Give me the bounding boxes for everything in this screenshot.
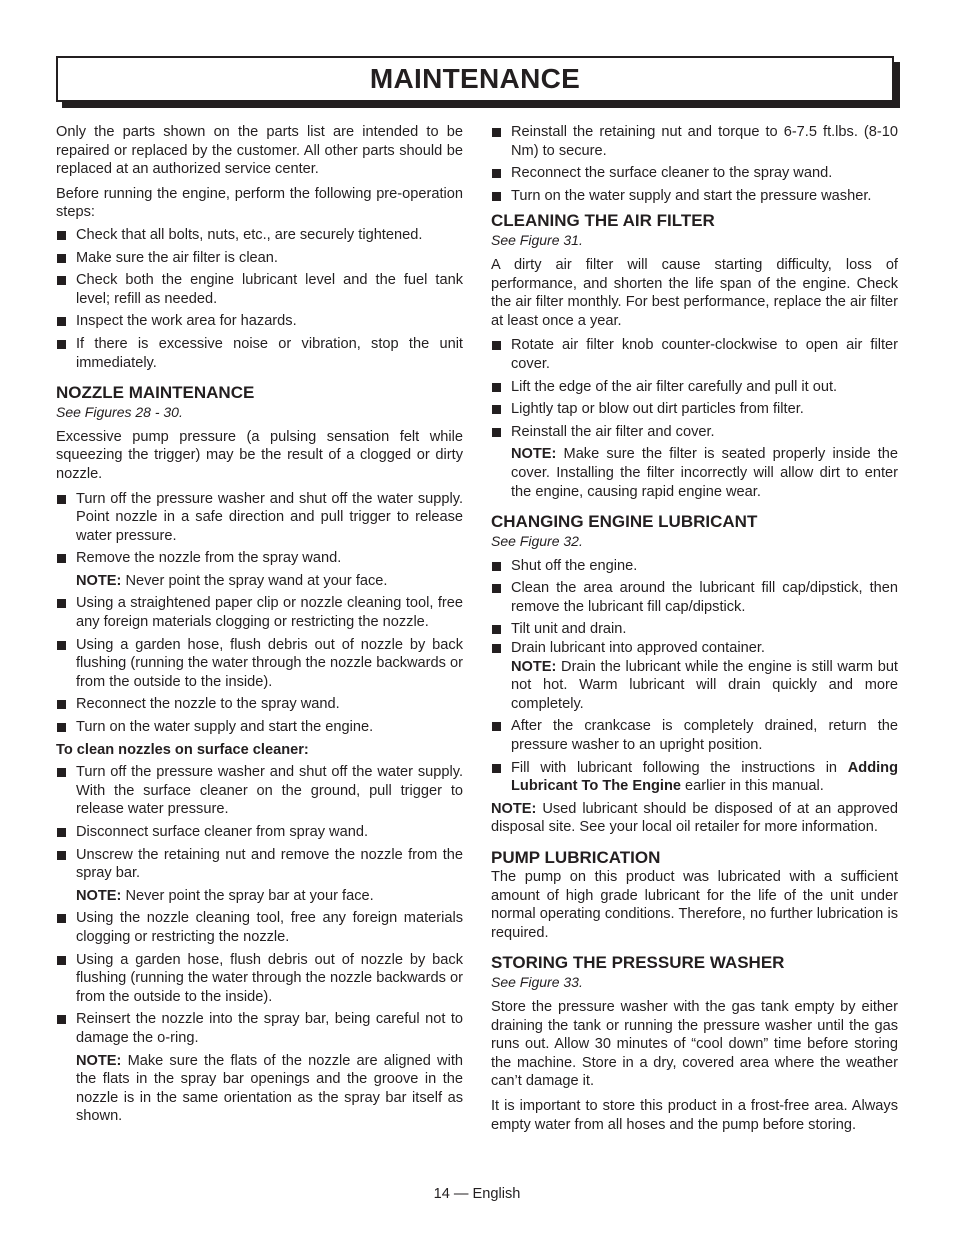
list-item: Lightly tap or blow out dirt particles from filter.: [491, 400, 898, 419]
note: [56, 1052, 463, 1126]
intro-paragraph: Only the parts shown on the parts list are intended to be repaired or replaced by the customer. All other parts should be replaced at an authorized service center.: [56, 124, 463, 178]
note: [491, 445, 898, 501]
note-text: Make sure the flats of the nozzle are aligned with the flats in the spray bar openings and the groove in the nozzle is in the same orientation as the spray bar itself as shown.: [76, 1052, 463, 1125]
cross-reference: Adding Lubricant To The Engine: [511, 759, 898, 795]
list-item: Shut off the engine.: [491, 557, 898, 576]
section-heading-engine-lubricant: CHANGING ENGINE LUBRICANT: [491, 512, 758, 532]
lubricant-steps: [491, 557, 898, 796]
surface-cleaner-steps: [56, 909, 463, 1047]
storing-text: It is important to store this product in a frost-free area. Always empty water from all hoses and the pump before storing.: [491, 1097, 898, 1133]
air-filter-steps: [491, 336, 898, 441]
note: [56, 572, 463, 591]
title-banner: [56, 56, 894, 102]
figure-reference: See Figure 32.: [491, 533, 583, 550]
figure-reference: See Figures 28 - 30.: [56, 404, 183, 421]
surface-cleaner-steps: [56, 763, 463, 883]
list-item-text: earlier in this manual.: [681, 778, 824, 795]
list-item: Rotate air filter knob counter-clockwise to open air filter cover.: [491, 336, 898, 373]
list-item: Reinsert the nozzle into the spray bar, being careful not to damage the o-ring.: [56, 1010, 463, 1047]
section-heading-nozzle: NOZZLE MAINTENANCE: [56, 383, 255, 403]
list-item: Disconnect surface cleaner from spray wand.: [56, 823, 463, 842]
list-item: [491, 639, 898, 713]
list-item: Make sure the air filter is clean.: [56, 249, 463, 268]
list-item: Unscrew the retaining nut and remove the nozzle from the spray bar.: [56, 846, 463, 883]
list-item: Reconnect the surface cleaner to the spray wand.: [491, 164, 898, 183]
note-text: Used lubricant should be disposed of at an approved disposal site. See your local oil retailer for more information.: [491, 800, 898, 836]
surface-cleaner-steps-continued: [491, 123, 898, 205]
list-item: Remove the nozzle from the spray wand.: [56, 549, 463, 568]
list-item: Turn on the water supply and start the pressure washer.: [491, 187, 898, 206]
note-text: Drain the lubricant while the engine is still warm but not hot. Warm lubricant will drain quickly and more completely.: [511, 658, 898, 712]
intro-paragraph: Before running the engine, perform the following pre-operation steps:: [56, 185, 463, 221]
list-item: After the crankcase is completely drained, return the pressure washer to an upright position.: [491, 717, 898, 754]
section-heading-pump-lubrication: PUMP LUBRICATION: [491, 848, 661, 867]
section-heading-storing: STORING THE PRESSURE WASHER: [491, 953, 785, 973]
figure-reference: See Figure 31.: [491, 232, 583, 249]
list-item-text: Fill with lubricant following the instructions in: [511, 759, 848, 776]
list-item: Tilt unit and drain.: [491, 620, 898, 639]
surface-cleaner-heading: To clean nozzles on surface cleaner:: [56, 741, 309, 758]
list-item: Clean the area around the lubricant fill cap/dipstick, then remove the lubricant fill cap/dipstick.: [491, 579, 898, 616]
list-item: Reinstall the air filter and cover.: [491, 423, 898, 442]
note-label: NOTE:: [76, 1052, 122, 1069]
list-item-text: Drain lubricant into approved container.: [511, 640, 765, 657]
nozzle-intro: Excessive pump pressure (a pulsing sensation felt while squeezing the trigger) may be the result of a clogged or dirty nozzle.: [56, 428, 463, 482]
list-item: Using a garden hose, flush debris out of nozzle by back flushing (running the water through the nozzle backwards or from the outside to the inside).: [56, 636, 463, 692]
section-heading-air-filter: CLEANING THE AIR FILTER: [491, 211, 715, 231]
note-label: NOTE:: [491, 800, 537, 817]
pre-operation-list: [56, 226, 463, 372]
page-footer: 14 — English: [433, 1186, 521, 1202]
right-column: [491, 123, 898, 1140]
nozzle-steps: [56, 594, 463, 736]
list-item: Check both the engine lubricant level and the fuel tank level; refill as needed.: [56, 271, 463, 308]
note-label: NOTE:: [76, 887, 122, 904]
storing-text: Store the pressure washer with the gas tank empty by either draining the tank or running the pressure washer until the gas runs out. Allow 30 minutes of “cool down” time before storing the machine. Store in a dry, covered area where the weather can’t damage it.: [491, 998, 898, 1090]
list-item: Using the nozzle cleaning tool, free any foreign materials clogging or restricting the nozzle.: [56, 909, 463, 946]
figure-reference: See Figure 33.: [491, 974, 583, 991]
note: [56, 887, 463, 906]
left-column: [56, 123, 463, 1130]
air-filter-intro: A dirty air filter will cause starting difficulty, loss of performance, and shorten the life span of the engine. Check the air filter monthly. For best performance, replace the air filter at least once a year.: [491, 256, 898, 329]
list-item: Reconnect the nozzle to the spray wand.: [56, 695, 463, 714]
note-text: Never point the spray wand at your face.: [121, 572, 388, 589]
list-item: Turn off the pressure washer and shut off the water supply. Point nozzle in a safe direction and pull trigger to release water pressure.: [56, 490, 463, 546]
note-label: NOTE:: [76, 572, 122, 589]
nozzle-steps: [56, 490, 463, 568]
page-title: MAINTENANCE: [369, 63, 581, 94]
note-label: NOTE:: [511, 446, 557, 463]
note-label: NOTE:: [511, 658, 557, 675]
note-text: Make sure the filter is seated properly inside the cover. Installing the filter incorrectly will allow dirt to enter the engine, causing rapid engine wear.: [511, 446, 898, 500]
note: [491, 800, 898, 837]
list-item: Using a garden hose, flush debris out of nozzle by back flushing (running the water through the nozzle backwards or from the outside to the inside).: [56, 951, 463, 1007]
list-item: Using a straightened paper clip or nozzle cleaning tool, free any foreign materials clogging or restricting the nozzle.: [56, 594, 463, 631]
list-item: Inspect the work area for hazards.: [56, 312, 463, 331]
list-item: Reinstall the retaining nut and torque to 6-7.5 ft.lbs. (8-10 Nm) to secure.: [491, 123, 898, 160]
list-item: Check that all bolts, nuts, etc., are securely tightened.: [56, 226, 463, 245]
note-text: Never point the spray bar at your face.: [121, 887, 374, 904]
list-item: Turn off the pressure washer and shut off the water supply. With the surface cleaner on the ground, pull trigger to release water pressure.: [56, 763, 463, 819]
list-item: [491, 759, 898, 796]
list-item: Turn on the water supply and start the engine.: [56, 718, 463, 737]
pump-lubrication-text: The pump on this product was lubricated with a sufficient amount of high grade lubricant for the life of the unit under normal operating conditions. Therefore, no further lubrication is required.: [491, 869, 898, 941]
list-item: If there is excessive noise or vibration, stop the unit immediately.: [56, 335, 463, 372]
list-item: Lift the edge of the air filter carefully and pull it out.: [491, 378, 898, 397]
